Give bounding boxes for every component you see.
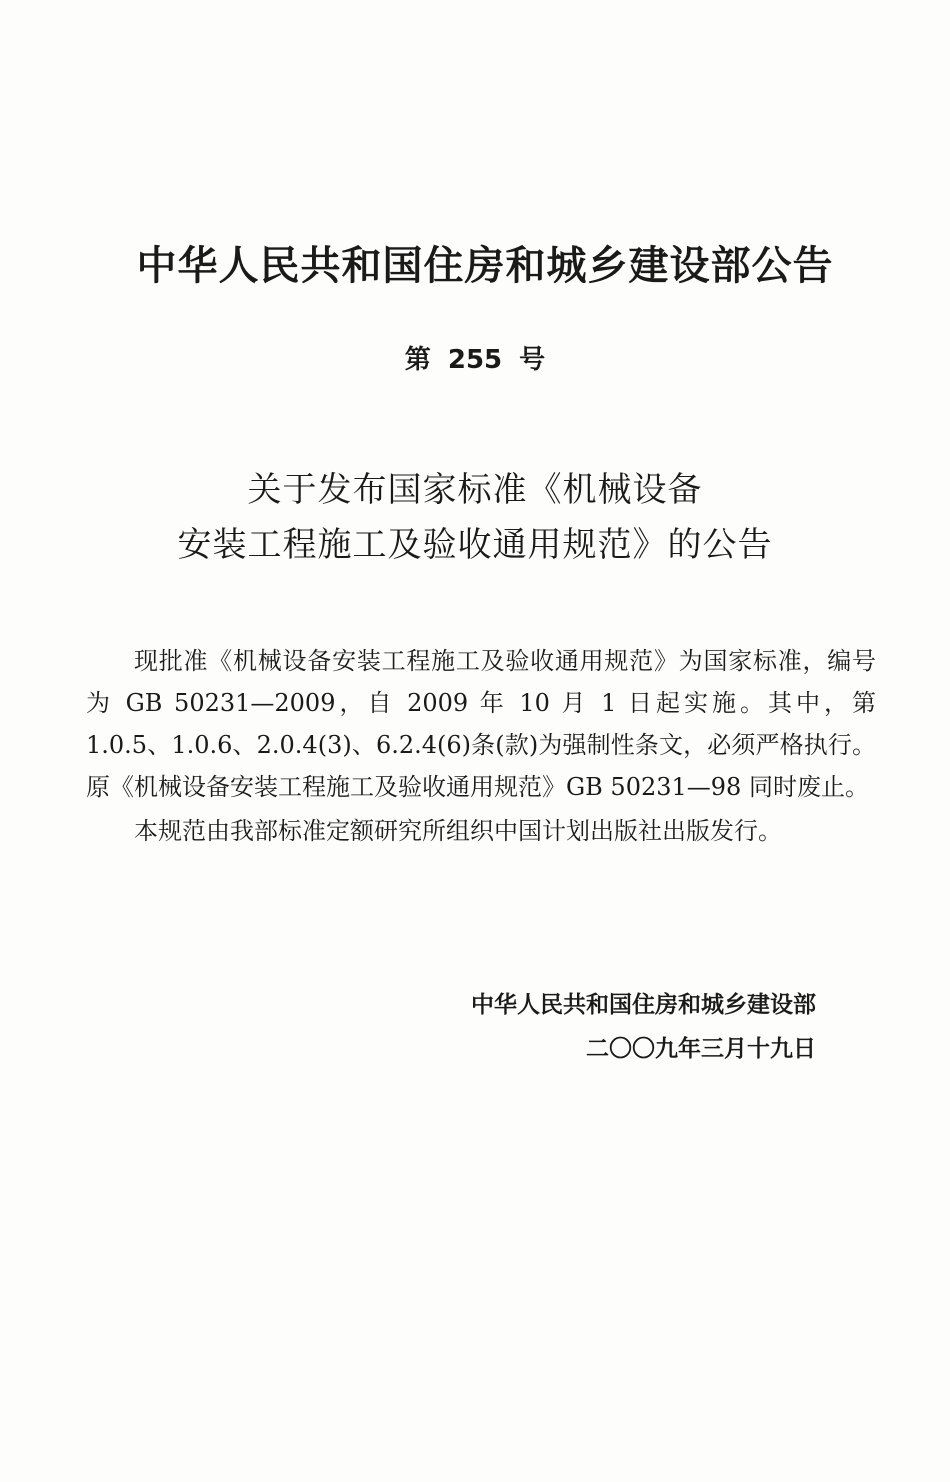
- notice-subject-line-1: 关于发布国家标准《机械设备: [247, 470, 703, 510]
- body-paragraph-publication: 本规范由我部标准定额研究所组织中国计划出版社出版发行。: [134, 817, 782, 845]
- notice-title: 中华人民共和国住房和城乡建设部公告: [136, 243, 834, 289]
- body-paragraph-approval: 现批准《机械设备安装工程施工及验收通用规范》为国家标准，编号为 GB 50231—2009，自 2009 年 10 月 1 日起实施。其中，第 1.0.5、1.0.6、2.0.4(3)、6.2.4(6)条(款)为强制性条文，必须严格执行。原《机械设备安装工程施工及验收通用规范》GB 50231—98 同时废止。: [86, 647, 876, 801]
- signature-block: [300, 983, 816, 1071]
- notice-number: 第 255 号: [404, 345, 546, 375]
- issue-date: 二〇〇九年三月十九日: [586, 1036, 816, 1062]
- notice-body: [86, 640, 876, 852]
- notice-subject: [80, 463, 870, 573]
- notice-subject-line-2: 安装工程施工及验收通用规范》的公告: [177, 525, 773, 565]
- issuer-name: 中华人民共和国住房和城乡建设部: [471, 992, 816, 1018]
